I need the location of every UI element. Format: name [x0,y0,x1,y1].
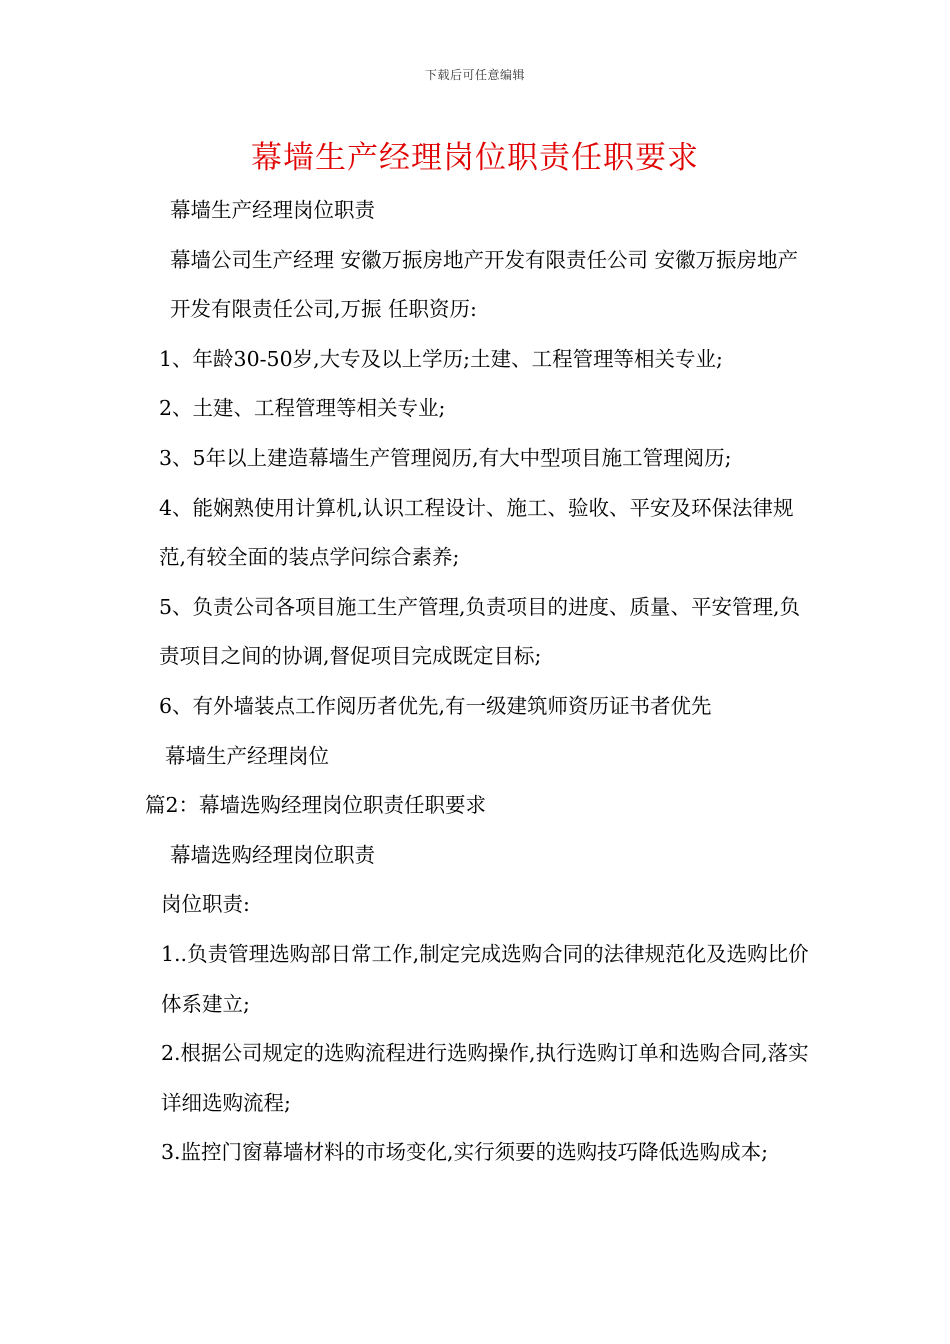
paragraph-duty-1: 1..负责管理选购部日常工作,制定完成选购合同的法律规范化及选购比价体系建立; [161,941,809,1016]
paragraph-duty-2: 2.根据公司规定的选购流程进行选购操作,执行选购订单和选购合同,落实详细选购流程; [161,1041,809,1115]
paragraph-requirement-1: 1、年龄30-50岁,大专及以上学历;土建、工程管理等相关专业; [159,346,723,371]
paragraph-requirement-6: 6、有外墙装点工作阅历者优先,有一级建筑师资历证书者优先 [159,693,712,718]
paragraph-requirement-5: 5、负责公司各项目施工生产管理,负责项目的进度、质量、平安管理,负责项目之间的协调,督促项目完成既定目标; [159,594,801,669]
paragraph-position-label: 幕墙生产经理岗位 [165,743,329,768]
paragraph-section-heading: 幕墙生产经理岗位职责 [170,198,375,222]
paragraph-company-info: 幕墙公司生产经理 安徽万振房地产开发有限责任公司 安徽万振房地产开发有限责任公司,万振 任职资历: [170,247,799,322]
paragraph-requirement-2: 2、土建、工程管理等相关专业; [159,396,446,421]
document-body [145,186,810,1178]
paragraph-chapter-2-heading: 篇2：幕墙选购经理岗位职责任职要求 [145,793,487,818]
paragraph-requirement-4: 4、能娴熟使用计算机,认识工程设计、施工、验收、平安及环保法律规范,有较全面的装点学问综合素养; [159,495,794,570]
paragraph-duty-3: 3.监控门窗幕墙材料的市场变化,实行须要的选购技巧降低选购成本; [161,1140,768,1165]
paragraph-duties-label: 岗位职责: [161,892,250,917]
document-title: 幕墙生产经理岗位职责任职要求 [251,140,699,176]
page-header-note: 下载后可任意编辑 [424,68,525,82]
paragraph-requirement-3: 3、5年以上建造幕墙生产管理阅历,有大中型项目施工管理阅历; [159,445,732,470]
paragraph-purchase-heading: 幕墙选购经理岗位职责 [170,842,375,867]
